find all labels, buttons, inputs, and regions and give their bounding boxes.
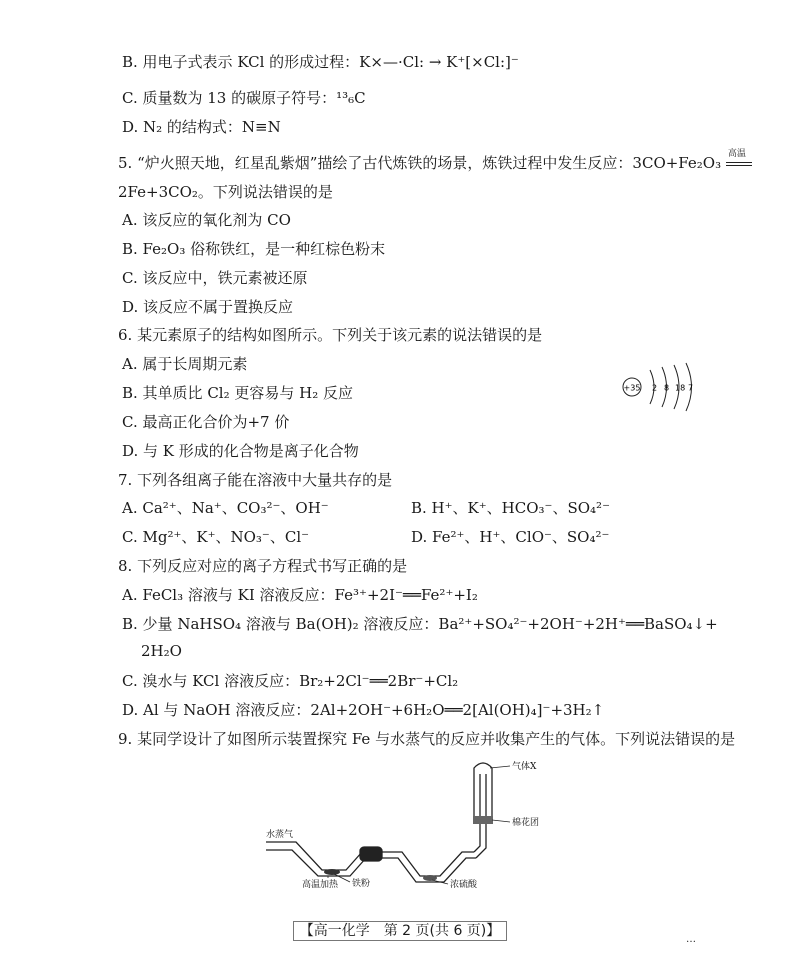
label-cotton: 棉花团 <box>512 818 540 828</box>
label-iron-powder: 铁粉 <box>352 879 371 888</box>
q4-option-c: C. 质量数为 13 的碳原子符号：¹³₆C <box>122 89 366 107</box>
q8-option-a: A. FeCl₃ 溶液与 KI 溶液反应：Fe³⁺+2I⁻══Fe²⁺+I₂ <box>122 586 478 604</box>
q6-option-d: D. 与 K 形成的化合物是离子化合物 <box>122 442 359 460</box>
q5-stem-text: 5. “炉火照天地，红星乱紫烟”描绘了古代炼铁的场景，炼铁过程中发生反应：3CO+Fe₂O₃ <box>118 154 722 172</box>
q5-condition-arrow <box>726 149 752 173</box>
q7-option-a: A. Ca²⁺、Na⁺、CO₃²⁻、OH⁻ <box>122 499 329 517</box>
q9-stem: 9. 某同学设计了如图所示装置探究 Fe 与水蒸气的反应并收集产生的气体。下列说法错误的是 <box>118 730 736 748</box>
q8-stem: 8. 下列反应对应的离子方程式书写正确的是 <box>118 557 408 575</box>
atom-shell-1: 2 <box>652 383 658 393</box>
q7-option-c: C. Mg²⁺、K⁺、NO₃⁻、Cl⁻ <box>122 528 310 546</box>
q5-option-c: C. 该反应中，铁元素被还原 <box>122 269 308 287</box>
q5-stem-line2: 2Fe+3CO₂。下列说法错误的是 <box>118 183 333 201</box>
q5-option-b: B. Fe₂O₃ 俗称铁红，是一种红棕色粉末 <box>122 240 386 258</box>
q4-option-b: B. 用电子式表示 KCl 的形成过程：K×—·Cl: → K⁺[×Cl:]⁻ <box>122 53 519 71</box>
atom-shell-3: 18 <box>675 383 686 393</box>
q6-option-c: C. 最高正化合价为+7 价 <box>122 413 290 431</box>
q5-option-d: D. 该反应不属于置换反应 <box>122 298 294 316</box>
atom-nucleus: +35 <box>623 383 641 393</box>
q8-option-d: D. Al 与 NaOH 溶液反应：2Al+2OH⁻+6H₂O══2[Al(OH)₄]⁻+3H₂↑ <box>122 701 605 719</box>
q5-stem-line1 <box>118 149 752 173</box>
q7-stem: 7. 下列各组离子能在溶液中大量共存的是 <box>118 471 393 489</box>
label-steam: 水蒸气 <box>266 830 294 840</box>
q4-option-d: D. N₂ 的结构式：N≡N <box>122 118 281 136</box>
label-conc-sulfuric-acid: 浓硫酸 <box>450 880 478 888</box>
q8-option-c: C. 溴水与 KCl 溶液反应：Br₂+2Cl⁻══2Br⁻+Cl₂ <box>122 672 459 690</box>
page-footer <box>0 920 800 940</box>
label-high-temp-heating: 高温加热 <box>302 880 339 888</box>
atom-shell-4: 7 <box>688 383 694 393</box>
atom-shell-2: 8 <box>664 383 670 393</box>
label-gas-x: 气体X <box>512 762 537 772</box>
corner-mark: … <box>686 934 696 945</box>
q6-option-a: A. 属于长周期元素 <box>122 355 248 373</box>
q6-option-b: B. 其单质比 Cl₂ 更容易与 H₂ 反应 <box>122 384 354 402</box>
q7-option-b: B. H⁺、K⁺、HCO₃⁻、SO₄²⁻ <box>411 499 610 517</box>
q5-condition: 高温 <box>727 149 746 159</box>
q8-option-b: B. 少量 NaHSO₄ 溶液与 Ba(OH)₂ 溶液反应：Ba²⁺+SO₄²⁻+2OH⁻+2H⁺══BaSO₄↓+ <box>122 615 718 633</box>
apparatus-diagram <box>262 760 552 888</box>
q6-stem: 6. 某元素原子的结构如图所示。下列关于该元素的说法错误的是 <box>118 326 543 344</box>
q5-option-a: A. 该反应的氧化剂为 CO <box>122 211 291 229</box>
atom-structure-diagram <box>622 362 702 412</box>
q8-option-b-cont: 2H₂O <box>141 642 182 660</box>
page-footer-text: 【高一化学 第 2 页(共 6 页)】 <box>293 921 508 941</box>
q7-option-d: D. Fe²⁺、H⁺、ClO⁻、SO₄²⁻ <box>411 528 610 546</box>
